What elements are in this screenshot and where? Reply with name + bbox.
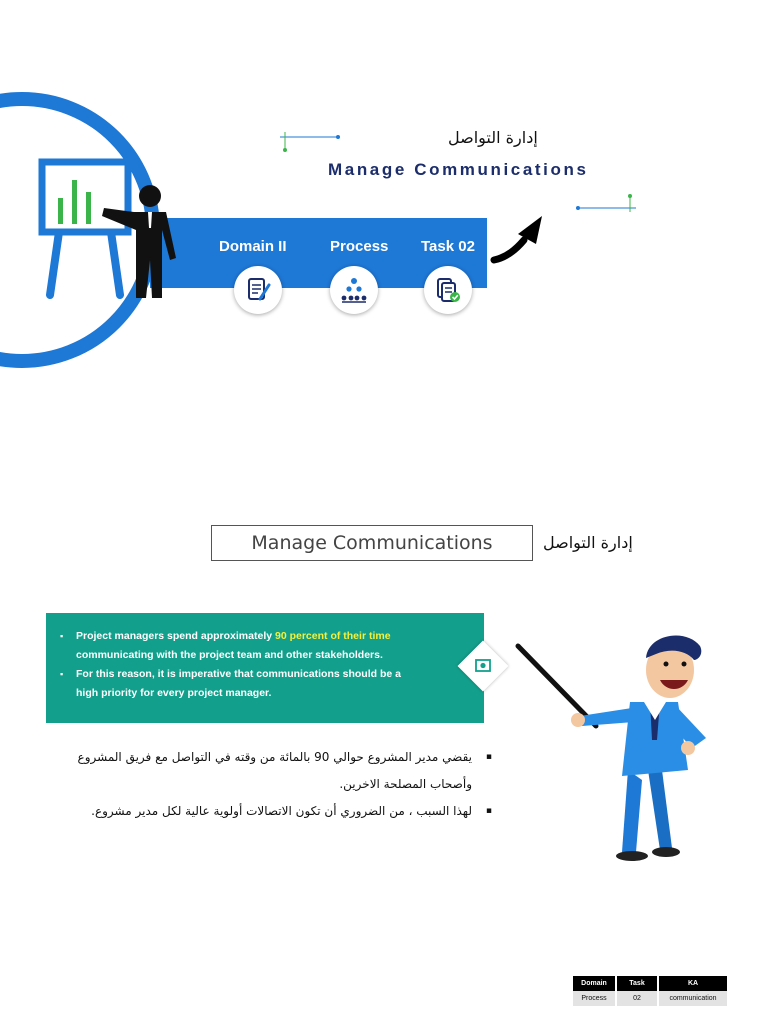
badge-process — [330, 266, 378, 314]
hierarchy-icon — [339, 275, 369, 305]
footer-value-row — [573, 991, 727, 1006]
presentation-board-icon — [474, 657, 492, 675]
bullet-priority: ▪ For this reason, it is imperative that communications should be a high priority for every project manager. — [76, 665, 426, 703]
footer-info-table — [573, 976, 727, 1006]
decor-lines-right — [574, 190, 644, 216]
section-title-english: Manage Communications — [251, 532, 493, 554]
label-domain: Domain II — [219, 238, 287, 255]
badge-task — [424, 266, 472, 314]
bullet-time-spent: ▪ Project managers spend approximately 90 percent of their time communicating with the project team and other stakeholders. — [76, 627, 426, 665]
arabic-bullet-priority: ▪ لهذا السبب ، من الضروري أن تكون الاتصالات أولوية عالية لكل مدير مشروع. — [56, 798, 492, 825]
arabic-bullet-time: ▪ يقضي مدير المشروع حوالي 90 بالمائة من وقته في التواصل مع فريق المشروع وأصحاب المصلحة الاخرين. — [56, 744, 492, 798]
value-ka: communication — [658, 991, 727, 1006]
arrow-icon — [488, 208, 550, 270]
decor-lines-top — [276, 128, 346, 154]
label-process: Process — [330, 238, 389, 255]
value-task: 02 — [616, 991, 658, 1006]
teal-info-panel — [46, 613, 484, 723]
banner-title-arabic: إدارة التواصل — [448, 128, 538, 147]
header-task: Task — [616, 976, 658, 991]
footer-header-row — [573, 976, 727, 991]
section-title-box — [211, 525, 533, 561]
english-bullet-list — [46, 627, 426, 703]
presenter-icon — [30, 150, 190, 310]
section-title-arabic: إدارة التواصل — [543, 533, 633, 552]
value-domain: Process — [573, 991, 616, 1006]
arabic-bullet-list — [56, 744, 492, 825]
checked-documents-icon — [433, 275, 463, 305]
label-task: Task 02 — [421, 238, 475, 255]
badge-domain — [234, 266, 282, 314]
header-ka: KA — [658, 976, 727, 991]
document-pen-icon — [243, 275, 273, 305]
header-domain: Domain — [573, 976, 616, 991]
banner-title-english: Manage Communications — [328, 160, 589, 179]
highlight-percent: 90 percent of their time — [275, 630, 391, 642]
businessman-illustration — [510, 620, 720, 865]
